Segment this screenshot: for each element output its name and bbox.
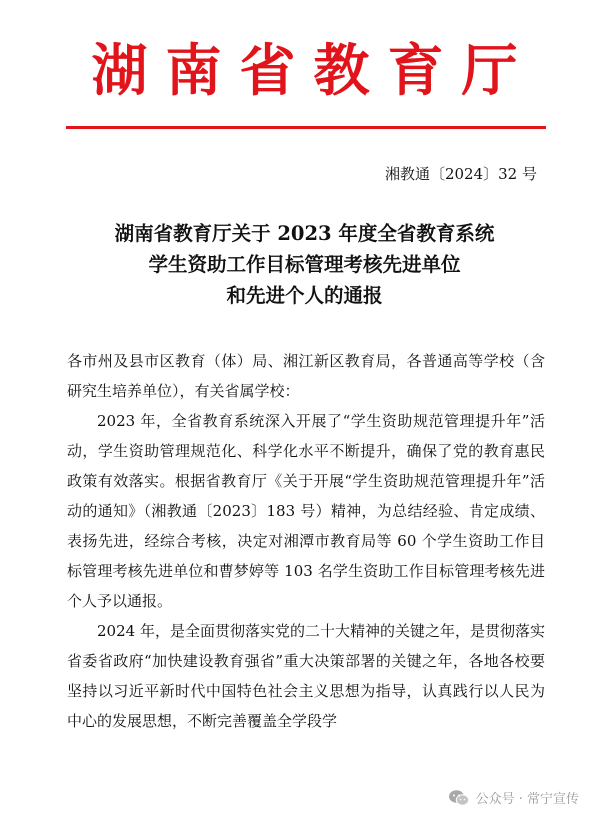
masthead-title: 湖南省教育厅 <box>91 39 536 104</box>
document-number: 湘教通〔2024〕32 号 <box>384 165 537 183</box>
title-line: 和先进个人的通报 <box>226 284 383 307</box>
salutation: 各市州及县市区教育（体）局、湘江新区教育局，各普通高等学校（含研究生培养单位），有关省属学校： <box>67 352 545 400</box>
title-line: 学生资助工作目标管理考核先进单位 <box>148 253 461 276</box>
masthead-divider <box>66 126 546 129</box>
document-body <box>67 346 545 736</box>
watermark-text: 公众号 · 常宁宣传 <box>475 792 579 807</box>
wechat-icon <box>448 789 470 807</box>
body-paragraph: 2024 年，是全面贯彻落实党的二十大精神的关键之年，是贯彻落实省委省政府“加快建设教育强省”重大决策部署的关键之年，各地各校要坚持以习近平新时代中国特色社会主义思想为指导，认真践行以人民为中心的发展思想，不断完善覆盖全学段学 <box>67 622 545 730</box>
body-paragraph: 2023 年，全省教育系统深入开展了“学生资助规范管理提升年”活动，学生资助管理规范化、科学化水平不断提升，确保了党的教育惠民政策有效落实。根据省教育厅《关于开展“学生资助规范管理提升年”活动的通知》（湘教通〔2023〕183 号）精神，为总结经验、肯定成绩、表扬先进，经综合考核，决定对湘潭市教育局等 60 个学生资助工作目标管理考核先进单位和曹梦婷等 103 名学生资助工作目标管理考核先进个人予以通报。 <box>67 412 545 610</box>
document-title <box>0 218 609 311</box>
watermark <box>448 788 579 807</box>
title-line: 湖南省教育厅关于 2023 年度全省教育系统 <box>114 222 495 245</box>
